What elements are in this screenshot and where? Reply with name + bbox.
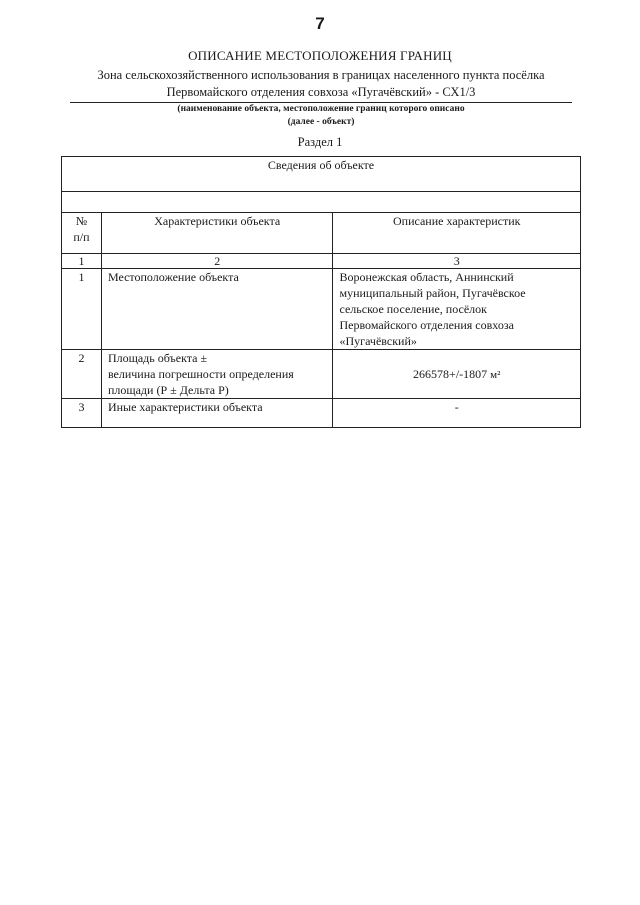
description-line: сельское поселение, посёлок <box>339 302 487 316</box>
row-number: 2 <box>62 350 102 399</box>
row-description: - <box>333 399 581 428</box>
row-description <box>333 269 581 350</box>
column-number-sign: № <box>75 214 88 228</box>
object-name-line-1: Зона сельскохозяйственного использования в границах населенного пункта посёлка <box>97 68 545 82</box>
object-caption-line-1: (наименование объекта, местоположение границ которого описано <box>177 104 465 114</box>
row-characteristic: Иные характеристики объекта <box>101 399 333 428</box>
table-header-row <box>62 157 581 192</box>
column-header-row <box>62 213 581 254</box>
object-name-line-2: Первомайского отделения совхоза «Пугачёвский» - СХ1/3 <box>166 85 476 99</box>
column-index-2: 2 <box>101 254 333 269</box>
table-row <box>62 350 581 399</box>
object-caption-line-2: (далее - объект) <box>287 117 355 127</box>
object-name <box>70 67 572 103</box>
description-line: «Пугачёвский» <box>339 334 417 348</box>
description-line: муниципальный район, Пугачёвское <box>339 286 526 300</box>
column-header-description: Описание характеристик <box>333 213 581 254</box>
row-description <box>333 350 581 399</box>
column-index-3: 3 <box>333 254 581 269</box>
table-spacer-cell <box>62 192 581 213</box>
column-header-number <box>62 213 102 254</box>
object-name-caption <box>70 103 572 129</box>
row-number: 3 <box>62 399 102 428</box>
table-header: Сведения об объекте <box>62 157 581 192</box>
description-line: Первомайского отделения совхоза <box>339 318 514 332</box>
description-line: Воронежская область, Аннинский <box>339 270 514 284</box>
object-info-table <box>61 156 581 428</box>
area-unit: м² <box>490 368 501 381</box>
table-spacer-row <box>62 192 581 213</box>
characteristic-line: величина погрешности определения <box>107 367 294 381</box>
characteristic-line: площади (Р ± Дельта Р) <box>107 383 229 397</box>
page-number: 7 <box>315 14 325 33</box>
section-title: Раздел 1 <box>297 135 343 149</box>
row-characteristic: Местоположение объекта <box>101 269 333 350</box>
row-number: 1 <box>62 269 102 350</box>
column-header-characteristic: Характеристики объекта <box>101 213 333 254</box>
characteristic-line: Площадь объекта ± <box>107 351 208 365</box>
column-number-label: п/п <box>73 230 90 244</box>
row-characteristic <box>101 350 333 399</box>
table-row <box>62 399 581 428</box>
column-index-row <box>62 254 581 269</box>
document-title: ОПИСАНИЕ МЕСТОПОЛОЖЕНИЯ ГРАНИЦ <box>188 48 452 63</box>
table-row <box>62 269 581 350</box>
column-index-1: 1 <box>62 254 102 269</box>
area-value: 266578+/-1807 <box>413 366 488 381</box>
